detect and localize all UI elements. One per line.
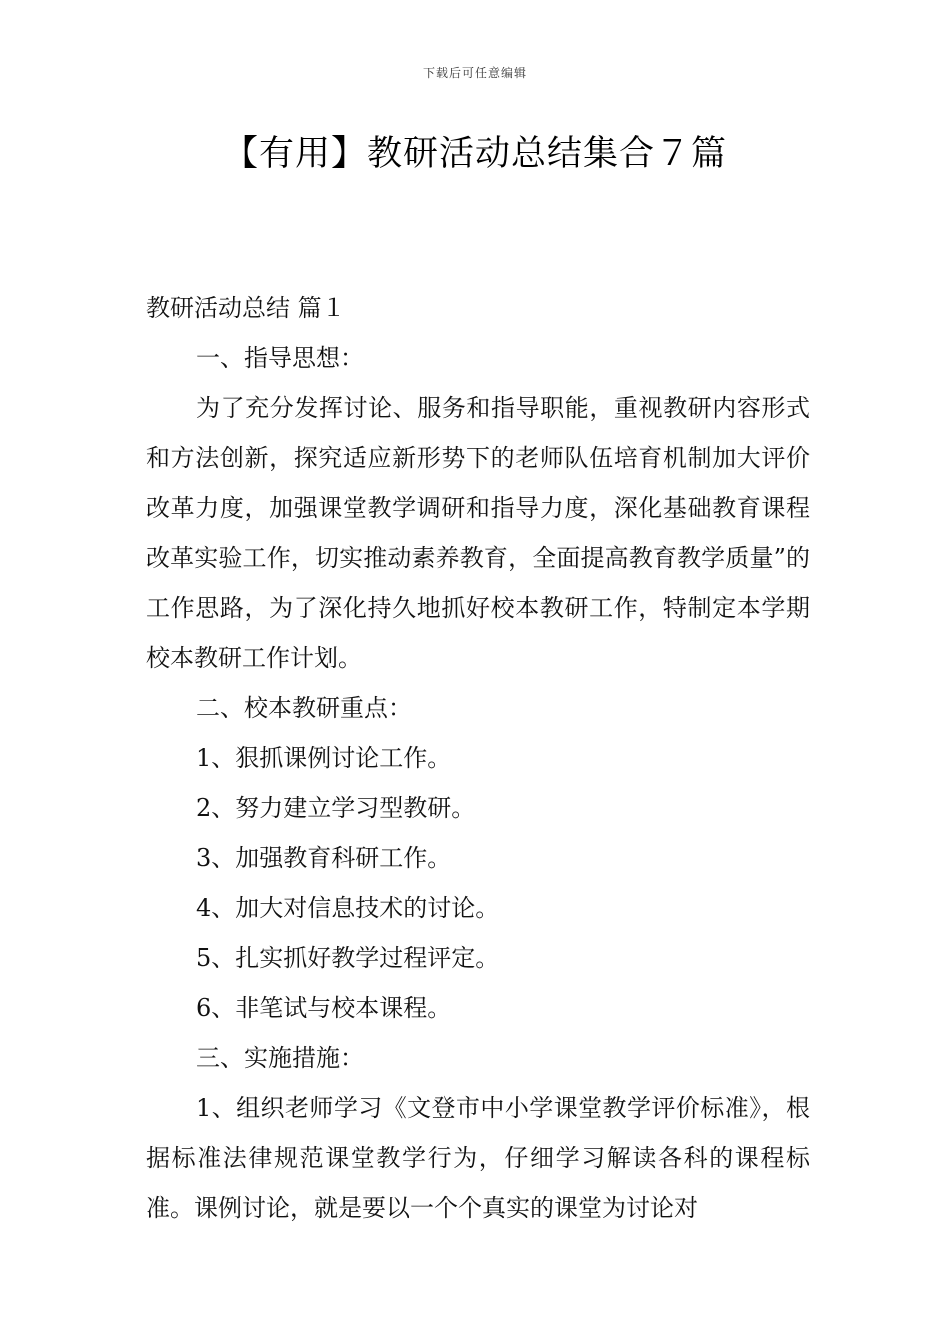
document-body — [146, 283, 810, 1233]
list-item: 2、努力建立学习型教研。 — [196, 794, 476, 822]
heading-key-points: 二、校本教研重点： — [196, 694, 412, 722]
paragraph-guiding-ideology: 为了充分发挥讨论、服务和指导职能，重视教研内容形式和方法创新，探究适应新形势下的老师队伍培育机制加大评价改革力度，加强课堂教学调研和指导力度，深化基础教育课程改革实验工作，切实推动素养教育，全面提高教育教学质量”的工作思路，为了深化持久地抓好校本教研工作，特制定本学期校本教研工作计划。 — [146, 394, 810, 672]
heading-measures: 三、实施措施： — [196, 1044, 364, 1072]
document-title: 【有用】教研活动总结集合７篇 — [222, 134, 727, 174]
list-item: 4、加大对信息技术的讨论。 — [196, 894, 500, 922]
heading-guiding-ideology: 一、指导思想： — [196, 344, 364, 372]
section-heading: 教研活动总结 篇１ — [146, 294, 346, 322]
list-item: 5、扎实抓好教学过程评定。 — [196, 944, 500, 972]
header-note: 下载后可任意编辑 — [422, 66, 527, 80]
paragraph-measures: 1、组织老师学习《文登市中小学课堂教学评价标准》，根据标准法律规范课堂教学行为，仔细学习解读各科的课程标准。课例讨论，就是要以一个个真实的课堂为讨论对 — [146, 1094, 810, 1222]
list-item: 6、非笔试与校本课程。 — [196, 994, 452, 1022]
list-item: 3、加强教育科研工作。 — [196, 844, 452, 872]
list-item: 1、狠抓课例讨论工作。 — [196, 744, 452, 772]
